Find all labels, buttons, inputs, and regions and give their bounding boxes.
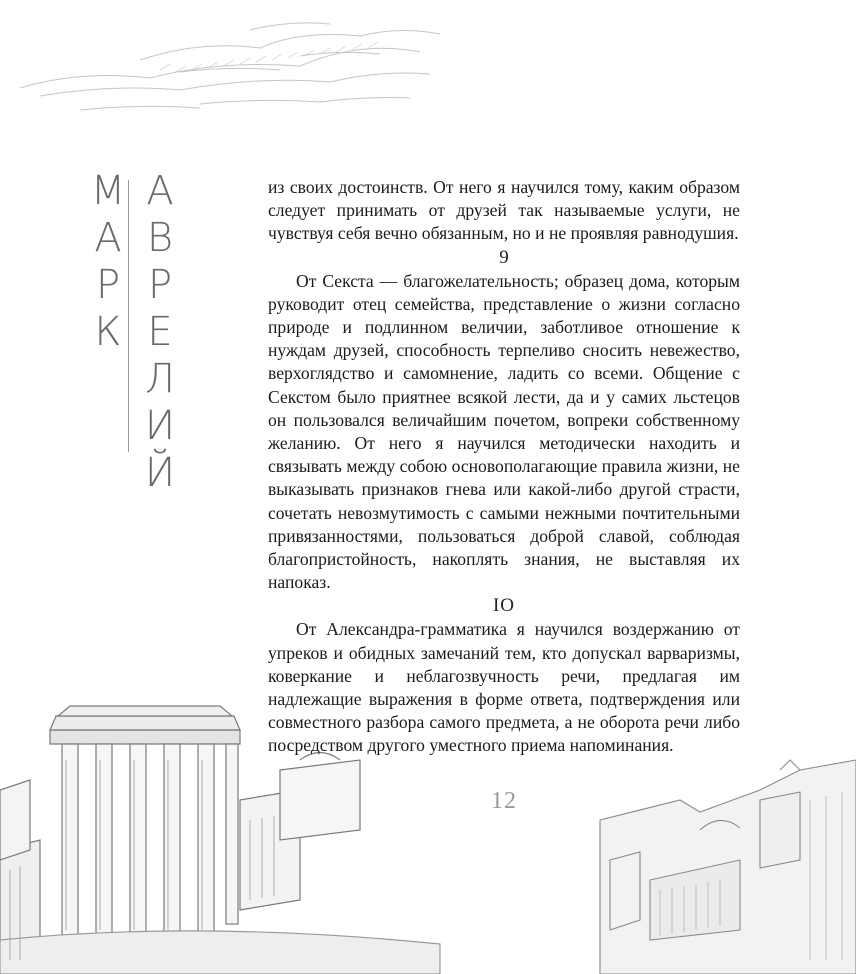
- title-letter: Л: [144, 356, 176, 402]
- title-letter: Р: [95, 262, 121, 308]
- continued-paragraph: из своих достоинств. От него я научился тому, каким образом следует принимать от друзей так называемые услуги, не чувствуя себя вечно обязанным, но и не проявляя равнодушия.: [268, 177, 740, 244]
- section-9-paragraph: От Секста — благожелательность; образец дома, которым руководит отец семейства, представление о жизни согласно природе и подлинном величии, заботливое отношение к нуждам друзей, способность терпеливо сносить невежество, верхоглядство и самомнение, ладить со всеми. Общение с Секстом было приятнее всякой лести, да и у самих льстецов он пользовался величайшим почетом, вопреки собственному желанию. От него я научился методически находить и связывать между собою основополагающие правила жизни, не выказывать признаков гнева или какой-либо другой страсти, сочетать невозмутимость с самыми нежными почтительными привязанностями, пользоваться доброй славой, соблюдая благопристойность, накоплять знания, не выставляя их напоказ.: [268, 270, 740, 593]
- right-ruins-sketch: [600, 760, 856, 974]
- title-letter: Р: [147, 262, 173, 308]
- title-letter: А: [94, 215, 122, 261]
- main-text: [268, 176, 740, 758]
- cloud-hatching: [160, 42, 378, 72]
- title-first-name: [88, 168, 128, 356]
- page-number: 12: [491, 788, 517, 814]
- title-letter: М: [90, 168, 126, 214]
- title-letter: К: [94, 309, 122, 355]
- section-number-10: IO: [492, 595, 516, 617]
- section-number-9: 9: [499, 246, 509, 268]
- title-divider: [128, 180, 129, 452]
- section-10-paragraph: От Александра-грамматика я научился воздержанию от упреков и обидных замечаний тем, кто допускал варваризмы, коверкание и неблагозвучность речи, предлагая им надлежащие выражения в форме ответа, подтверждения или совместного разбора самого предмета, а не оборота речи либо посредством другого уместного приема напоминания.: [268, 619, 740, 756]
- title-letter: В: [146, 215, 174, 261]
- title-last-name: [140, 168, 180, 497]
- sky-cloud-sketch: [20, 23, 440, 110]
- temple-columns: [62, 744, 238, 944]
- title-letter: Й: [144, 450, 176, 496]
- title-letter: Е: [147, 309, 173, 355]
- title-letter: А: [146, 168, 174, 214]
- title-letter: И: [144, 403, 176, 449]
